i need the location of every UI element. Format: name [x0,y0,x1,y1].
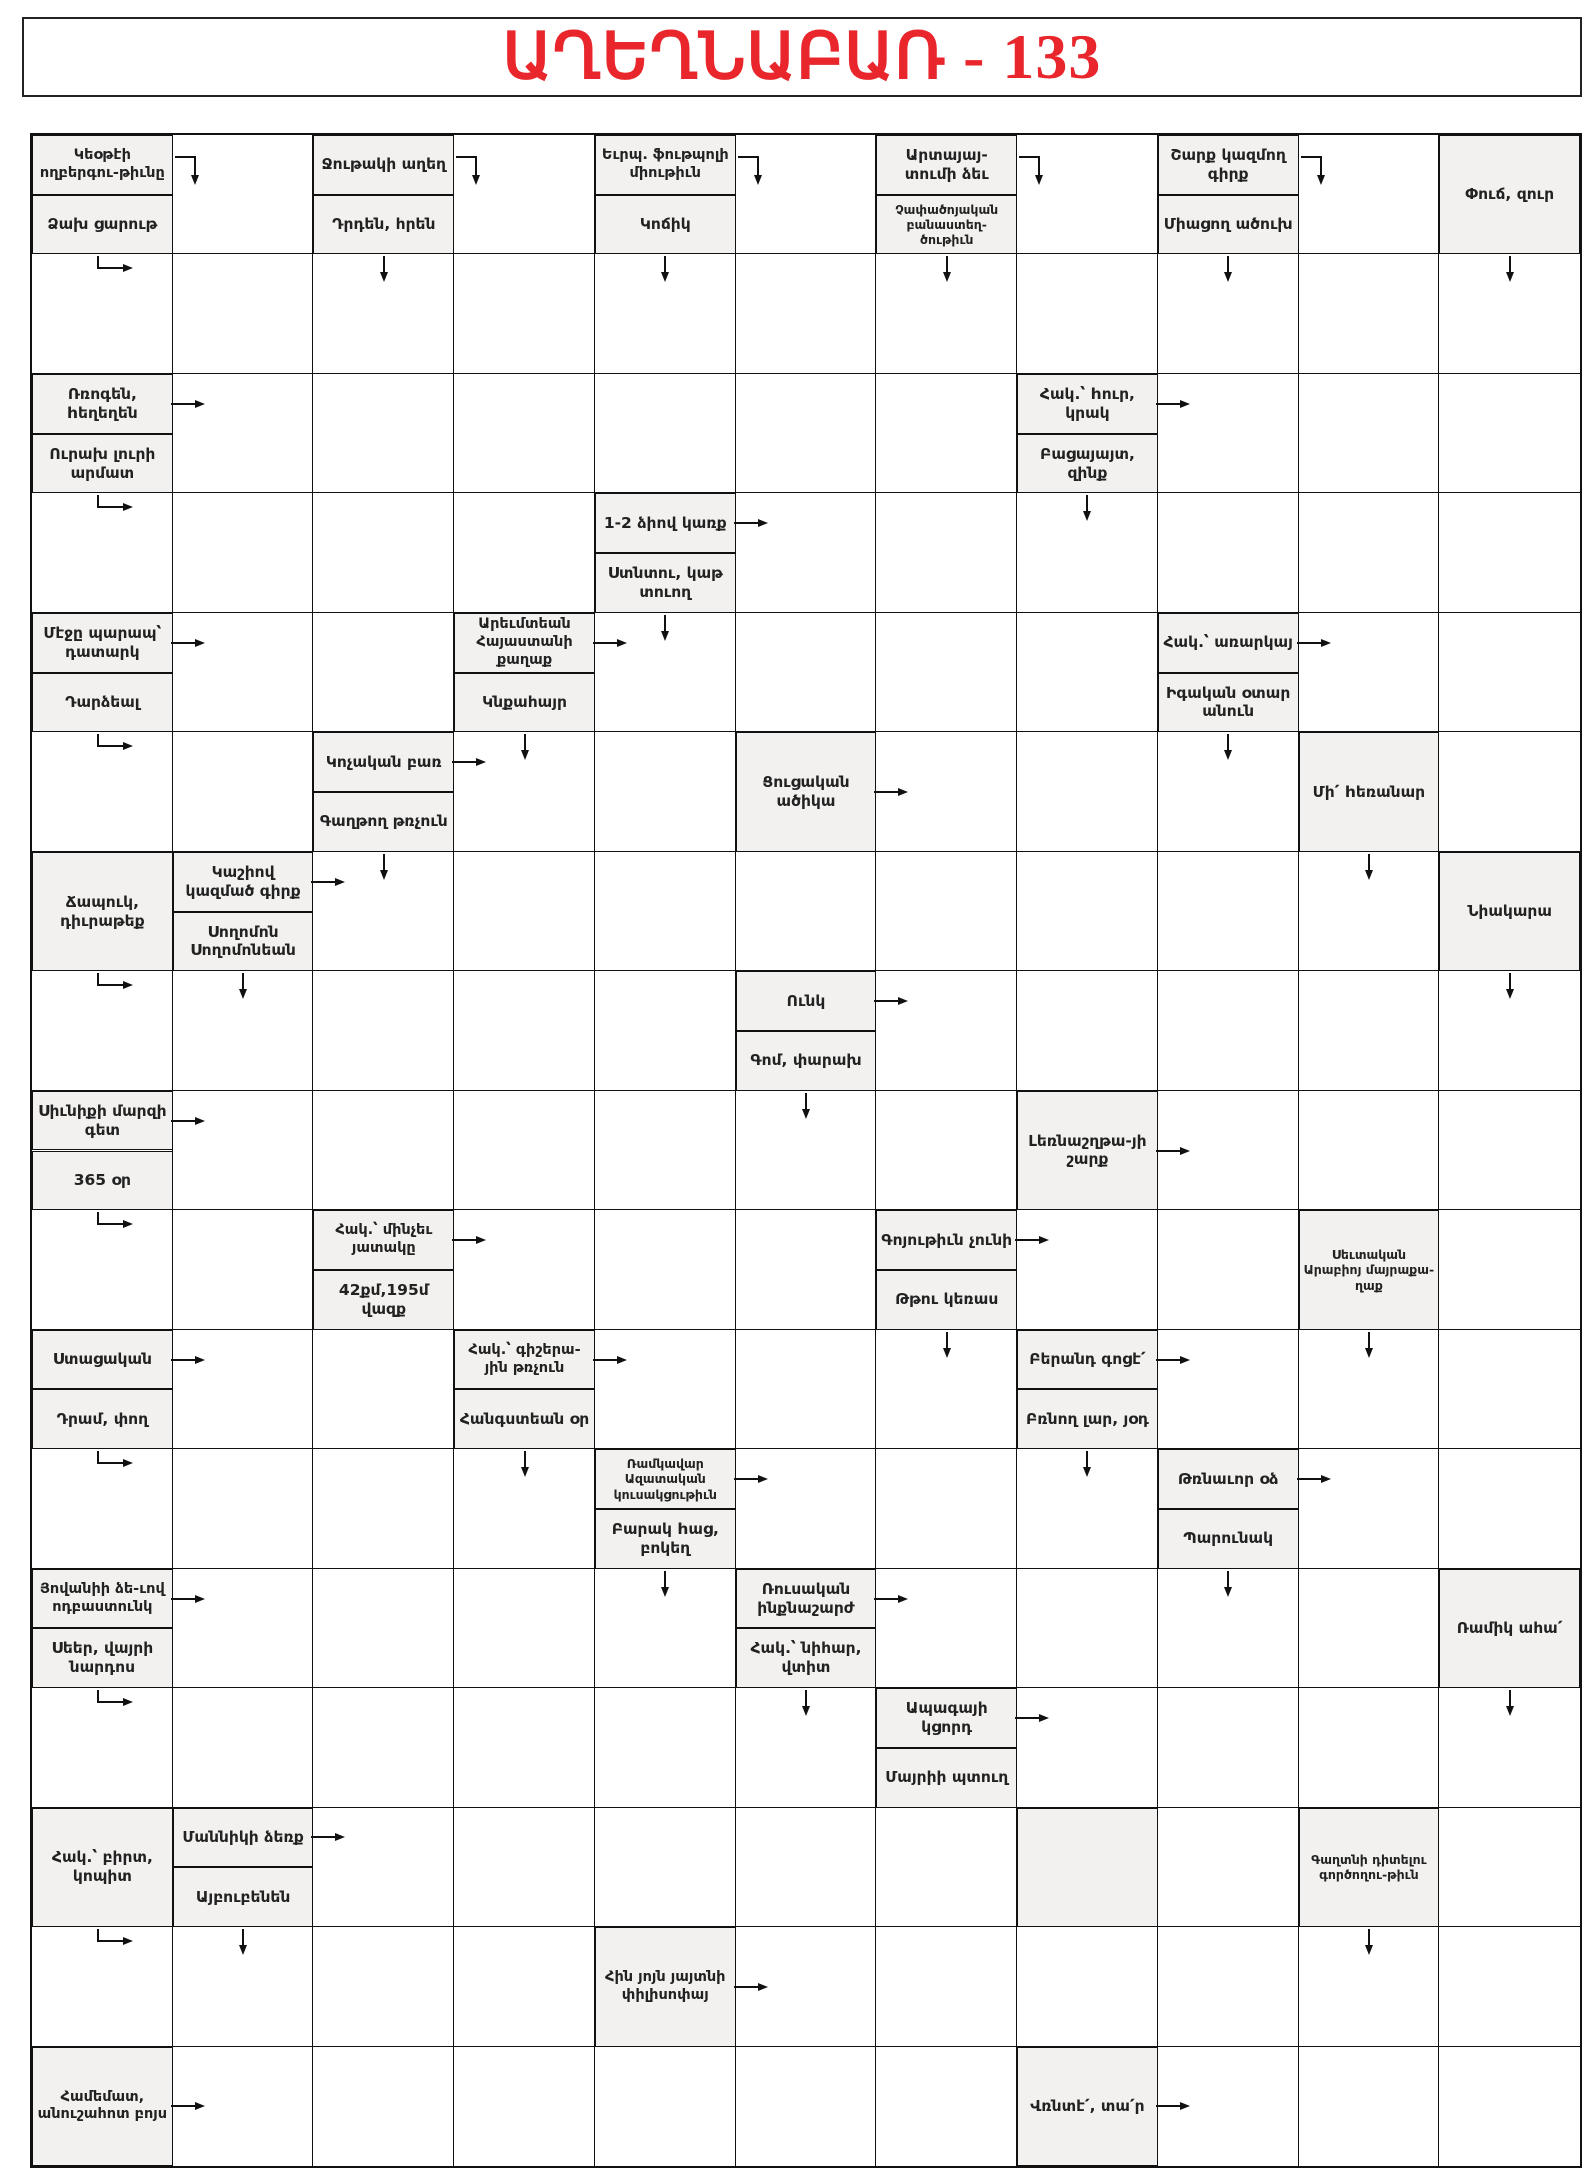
grid-cell[interactable] [595,971,736,1090]
grid-cell[interactable] [313,1449,454,1568]
grid-cell[interactable] [454,493,595,612]
arrow-icon [1363,854,1375,880]
clue-box: Հին յոյն յայտնի փիլիսոփայ [595,1927,736,2046]
arrow-icon [1297,1473,1331,1485]
grid-cell[interactable] [313,493,454,612]
clue-box: Հակ.՝ գիշերա-յին թռչուն [454,1330,595,1390]
grid-cell[interactable] [454,254,595,373]
clue-box: Եւրպ. ֆութպոլի միութիւն [595,135,736,195]
grid-cell[interactable] [1299,1449,1440,1568]
grid-cell[interactable] [1299,493,1440,612]
grid-cell[interactable] [1017,1210,1158,1329]
arrow-icon [95,1690,135,1710]
arrow-icon [95,495,135,515]
grid-cell[interactable] [313,1330,454,1449]
grid-cell[interactable] [1299,374,1440,493]
clue-box: Հակ.՝ բիրտ, կոպիտ [32,1808,173,1927]
clue-box: Մաննիկի ձեռք [173,1808,314,1868]
arrow-icon [659,256,671,282]
arrow-icon [1081,495,1093,521]
clue-box: Թթու կեռաս [876,1270,1017,1330]
clue-box: Բարակ hաց, բոկեղ [595,1509,736,1569]
clue-box: Ռռոգեն, hեղեղեն [32,374,173,434]
clue-box: Միացող ածուխ [1158,195,1299,255]
grid-cell[interactable] [313,1569,454,1688]
grid-cell[interactable] [876,493,1017,612]
arrow-icon [734,517,768,529]
grid-cell[interactable] [595,1688,736,1807]
clue-box: Արտայայ-տումի ձեւ [876,135,1017,195]
arrow-icon [171,398,205,410]
grid-cell[interactable] [1439,493,1580,612]
grid-cell[interactable] [595,1210,736,1329]
arrow-icon [593,1354,627,1366]
grid-cell[interactable] [313,2047,454,2166]
grid-cell[interactable] [1299,254,1440,373]
arrow-icon [519,734,531,760]
arrow-icon [734,1981,768,1993]
grid-cell[interactable] [454,1210,595,1329]
grid-cell[interactable] [173,1330,314,1449]
grid-cell[interactable] [454,1927,595,2046]
grid-cell[interactable] [173,493,314,612]
grid-cell[interactable] [876,1449,1017,1568]
grid-cell[interactable] [173,1091,314,1210]
arrow-icon [171,1593,205,1605]
arrow-icon [171,637,205,649]
grid-cell[interactable] [173,1210,314,1329]
clue-box: Համեմատ, անուշահոտ բոյս [32,2047,173,2166]
grid-cell[interactable] [454,1688,595,1807]
grid-cell[interactable] [1299,1091,1440,1210]
clue-box: Հակ.՝ hուր, կրակ [1017,374,1158,434]
clue-box: Կնքահայր [454,673,595,733]
grid-cell[interactable] [313,613,454,732]
grid-cell[interactable] [173,613,314,732]
arrow-icon [1504,973,1516,999]
clue-box: Մայրիի պտուղ [876,1748,1017,1808]
arrow-icon [1019,153,1047,187]
clue-box: Շարք կազմող գիրք [1158,135,1299,195]
arrow-icon [1504,256,1516,282]
clue-box: Ռամիկ ահա՛ [1439,1569,1580,1688]
grid-cell[interactable] [1017,971,1158,1090]
clue-box: Պարունակ [1158,1509,1299,1569]
clue-box: Սողոմոն Սողոմոնեան [173,912,314,972]
arrow-icon [1156,1354,1190,1366]
grid-cell[interactable] [1439,2047,1580,2166]
clue-box: Իգական օտար անուն [1158,673,1299,733]
grid-cell[interactable] [1017,1569,1158,1688]
grid-cell[interactable] [454,2047,595,2166]
arrow-icon [95,1929,135,1949]
clue-box: Ունկ [736,971,877,1031]
clue-box: Այբուբենեն [173,1867,314,1927]
grid-cell[interactable] [1439,1808,1580,1927]
clue-box: Դրդեն, հրեն [313,195,454,255]
arrow-icon [378,256,390,282]
arrow-icon [95,1451,135,1471]
grid-cell[interactable] [876,1091,1017,1210]
arrow-icon [171,1115,205,1127]
clue-box: Բերանդ գոցէ՛ [1017,1330,1158,1390]
clue-box: Նիակարա [1439,852,1580,971]
clue-box: Ռուսական ինքնաշարժ [736,1569,877,1629]
grid-cell[interactable] [1439,1091,1580,1210]
grid-cell[interactable] [173,732,314,851]
clue-box: Հակ.՝ մինչեւ յատակը [313,1210,454,1270]
grid-cell[interactable] [736,493,877,612]
grid-cell[interactable] [595,1091,736,1210]
grid-cell[interactable] [876,1927,1017,2046]
grid-cell[interactable] [876,852,1017,971]
grid-cell[interactable] [173,1688,314,1807]
clue-box: Ստացական [32,1330,173,1390]
arrow-icon [175,153,203,187]
clue-box: Կոճիկ [595,195,736,255]
grid-cell[interactable] [1017,732,1158,851]
grid-cell[interactable] [736,2047,877,2166]
grid-cell[interactable] [1158,1210,1299,1329]
arrow-icon [171,2100,205,2112]
grid-cell[interactable] [595,852,736,971]
clue-box [1017,1808,1158,1927]
arrow-icon [95,973,135,993]
grid-cell[interactable] [313,374,454,493]
arrow-icon [1156,2100,1190,2112]
clue-box: Սեւտական Արաբիոյ մայրաքա-ղաք [1299,1210,1440,1329]
clue-box: Թռնաւոր օձ [1158,1449,1299,1509]
arrow-icon [1081,1451,1093,1477]
clue-box: Արեւմտեան Հայաստանի քաղաք [454,613,595,673]
grid-cell[interactable] [313,1688,454,1807]
clue-box: 1-2 ձիով կառք [595,493,736,553]
arrow-icon [95,1212,135,1232]
arrow-icon [311,1831,345,1843]
arrow-icon [311,876,345,888]
arrow-icon [1222,256,1234,282]
grid-cell[interactable] [736,1808,877,1927]
arrow-icon [734,1473,768,1485]
clue-box: Կոչական բառ [313,732,454,792]
grid-cell[interactable] [173,254,314,373]
grid-cell[interactable] [876,374,1017,493]
arrow-icon [874,786,908,798]
grid-cell[interactable] [1439,1449,1580,1568]
arrow-icon [1297,637,1331,649]
clue-box: Սեեր, վայրի նարդոս [32,1628,173,1688]
arrow-icon [1222,734,1234,760]
clue-box: Մէջը պարապ՝ դատարկ [32,613,173,673]
arrow-icon [941,256,953,282]
grid-cell[interactable] [1439,374,1580,493]
clue-box: Վռնտէ՛, տա՛ր [1017,2047,1158,2166]
clue-box: Գաղթող թռչուն [313,792,454,852]
grid-cell[interactable] [1299,2047,1440,2166]
grid-cell[interactable] [173,1569,314,1688]
arrow-icon [1301,153,1329,187]
clue-box: Փուճ, զուր [1439,135,1580,254]
arrow-icon [95,734,135,754]
arrow-icon [1015,1712,1049,1724]
clue-box: Գոմ, փարախ [736,1031,877,1091]
clue-box: Հանգստեան օր [454,1389,595,1449]
grid-cell[interactable] [1299,971,1440,1090]
grid-cell[interactable] [454,1091,595,1210]
clue-box: Հակ.՝ նիհար, վտիտ [736,1628,877,1688]
arrow-icon [452,756,486,768]
clue-box: Սիւնիքի մարզի գետ [32,1091,173,1151]
clue-box: Յովանիի ձե-ւով ոդբաստունկ [32,1569,173,1629]
grid-cell[interactable] [736,1210,877,1329]
clue-box: Հակ.՝ առարկայ [1158,613,1299,673]
clue-box: Չափածոյական բանաստեղ-ծութիւն [876,195,1017,255]
grid-cell[interactable] [1158,971,1299,1090]
arrow-icon [1504,1690,1516,1716]
grid-cell[interactable] [1158,1927,1299,2046]
arrow-icon [1363,1332,1375,1358]
arrow-icon [1156,398,1190,410]
clue-box: Ապագայի կցորդ [876,1688,1017,1748]
clue-box: Բացայայտ, զինք [1017,434,1158,494]
grid-cell[interactable] [595,374,736,493]
clue-box: Ձախ ցարութ [32,195,173,255]
grid-cell[interactable] [876,2047,1017,2166]
arrow-icon [593,637,627,649]
grid-cell[interactable] [1299,613,1440,732]
title-banner [22,17,1582,97]
clue-box: Ռամկավար Ազատական կուսակցութիւն [595,1449,736,1509]
arrow-icon [874,1593,908,1605]
clue-box: Կեօթէի ողբերգու-թիւնը [32,135,173,195]
grid-cell[interactable] [736,254,877,373]
arrow-icon [519,1451,531,1477]
grid-cell[interactable] [1017,852,1158,971]
arrow-icon [452,1234,486,1246]
grid-cell[interactable] [454,1808,595,1927]
grid-cell[interactable] [454,971,595,1090]
arrow-icon [800,1093,812,1119]
arrow-icon [171,1354,205,1366]
grid-cell[interactable] [876,971,1017,1090]
clue-box: 365 օր [32,1151,173,1211]
grid-cell[interactable] [313,971,454,1090]
arrow-icon [1015,1234,1049,1246]
grid-cell[interactable] [1158,493,1299,612]
grid-cell[interactable] [876,1808,1017,1927]
arrow-icon [1222,1571,1234,1597]
grid-cell[interactable] [1439,1210,1580,1329]
grid-cell[interactable] [313,1808,454,1927]
grid-cell[interactable] [1439,1330,1580,1449]
grid-cell[interactable] [1017,613,1158,732]
arrow-icon [95,256,135,276]
grid-cell[interactable] [454,374,595,493]
arrow-icon [659,1571,671,1597]
grid-cell[interactable] [454,852,595,971]
clue-box: Գաղտնի դիտելու գործողու-թիւն [1299,1808,1440,1927]
clue-box: Բռնող լար, յօդ [1017,1389,1158,1449]
arrow-icon [378,854,390,880]
clue-box: Մի՛ hեռանար [1299,732,1440,851]
grid-cell[interactable] [1299,1569,1440,1688]
arrow-icon [1363,1929,1375,1955]
arrow-icon [659,615,671,641]
crossword-grid [30,133,1582,2168]
grid-cell[interactable] [736,374,877,493]
grid-cell[interactable] [736,1330,877,1449]
grid-cell[interactable] [1158,1808,1299,1927]
clue-box: Ճապուկ, դիւրաթեք [32,852,173,971]
grid-cell[interactable] [1439,1927,1580,2046]
clue-box: Դրամ, փող [32,1389,173,1449]
clue-box: Կաշիով կազմած գիրք [173,852,314,912]
grid-cell[interactable] [736,613,877,732]
arrow-icon [1156,1145,1190,1157]
grid-cell[interactable] [595,1330,736,1449]
clue-box: Դարձեալ [32,673,173,733]
arrow-icon [738,153,766,187]
grid-cell[interactable] [595,732,736,851]
grid-cell[interactable] [1158,852,1299,971]
grid-cell[interactable] [173,374,314,493]
arrow-icon [874,995,908,1007]
grid-cell[interactable] [876,613,1017,732]
grid-cell[interactable] [313,1091,454,1210]
grid-cell[interactable] [595,1808,736,1927]
grid-cell[interactable] [1439,732,1580,851]
arrow-icon [456,153,484,187]
clue-box: Լեռնաշղթա-յի շարք [1017,1091,1158,1210]
grid-cell[interactable] [1158,1330,1299,1449]
clue-box: Ջութակի աղեղ [313,135,454,195]
grid-cell[interactable] [595,2047,736,2166]
arrow-icon [237,973,249,999]
grid-cell[interactable] [173,1449,314,1568]
clue-box: Ցուցական ածիկա [736,732,877,851]
grid-cell[interactable] [313,1927,454,2046]
grid-cell[interactable] [1017,254,1158,373]
grid-cell[interactable] [736,1449,877,1568]
grid-cell[interactable] [1158,374,1299,493]
grid-cell[interactable] [1439,613,1580,732]
clue-box: Գոյութիւն չունի [876,1210,1017,1270]
puzzle-title: ԱՂԵՂՆԱԲԱՌ - 133 [502,21,1102,92]
grid-cell[interactable] [1299,1688,1440,1807]
grid-cell[interactable] [876,1569,1017,1688]
grid-cell[interactable] [736,852,877,971]
grid-cell[interactable] [1017,1927,1158,2046]
grid-cell[interactable] [454,1569,595,1688]
grid-cell[interactable] [1017,1688,1158,1807]
clue-box: Ուրախ լուրի արմատ [32,434,173,494]
arrow-icon [941,1332,953,1358]
arrow-icon [800,1690,812,1716]
grid-cell[interactable] [1158,1688,1299,1807]
arrow-icon [237,1929,249,1955]
clue-box: 42քմ,195մ վազք [313,1270,454,1330]
clue-box: Ստնտու, կաթ տուող [595,553,736,613]
